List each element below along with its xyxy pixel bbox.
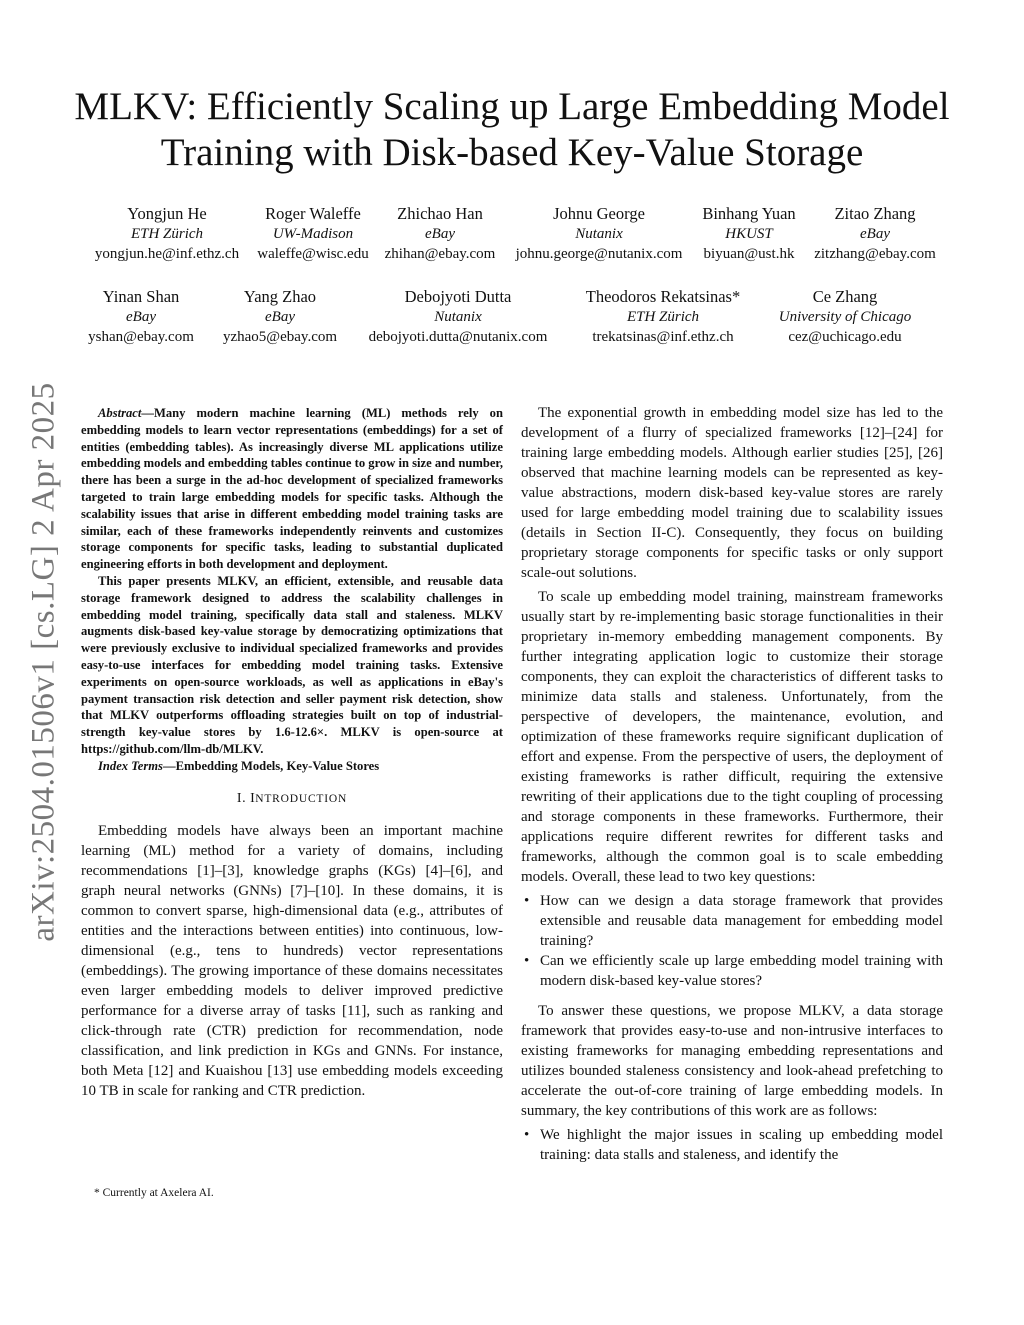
author-block: [369, 286, 548, 347]
author-email: yzhao5@ebay.com: [222, 329, 338, 345]
author-affiliation: HKUST: [725, 226, 773, 242]
list-item-text: How can we design a data storage framework that provides extensible and reusable data management for embedding model training?: [540, 893, 943, 949]
introduction-section: [81, 789, 503, 1101]
section-heading: [81, 789, 503, 809]
abstract-text-1: —Many modern machine learning (ML) methods rely on embedding models to learn vector representations (embeddings) for a set of entities (embedding tables). As increasingly diverse ML applications utilize embedding models and embedding tables continue to grow in size and number, there has been a surge in the ad-hoc development of specialized frameworks targeted to train large embedding models for specific tasks. Although the scalability issues that arise in different embedding model training tasks are similar, each of these frameworks independently reinvents and customizes storage components for specific tasks, leading to substantial duplicated engineering efforts in both development and deployment.: [81, 406, 503, 572]
author-block: [95, 203, 239, 264]
bullet-list: [521, 891, 943, 991]
author-name: Theodoros Rekatsinas*: [585, 287, 741, 306]
author-email: waleffe@wisc.edu: [257, 246, 369, 262]
author-affiliation: ETH Zürich: [130, 226, 204, 242]
author-affiliation: University of Chicago: [778, 309, 912, 325]
author-block: [385, 203, 496, 264]
author-block: [702, 203, 795, 264]
list-item: [521, 951, 943, 991]
author-name: Zitao Zhang: [834, 204, 916, 223]
abstract-paragraph-2: This paper presents MLKV, an efficient, extensible, and reusable data storage framework designed to address the scalability challenges in embedding model training, specifically data stall and staleness. MLKV augments disk-based key-value storage by democratizing optimizations that were previously exclusive to individual specialized frameworks and provides easy-to-use interfaces for embedding model training tasks. Extensive experiments on open-source workloads, as well as applications in eBay's payment transaction risk detection and seller payment risk detection, show that MLKV outperforms offloading strategies built on top of industrial-strength key-value stores by 1.6-12.6×. MLKV is open-source at https://github.com/llm-db/MLKV.: [81, 573, 503, 756]
author-email: yshan@ebay.com: [88, 329, 194, 345]
author-name: Johnu George: [553, 204, 645, 223]
author-block: [516, 203, 683, 264]
author-affiliation: eBay: [860, 226, 890, 242]
author-name: Yinan Shan: [102, 287, 180, 306]
section-title: NTRODUCTION: [255, 792, 348, 805]
section-number: I. I: [236, 790, 256, 806]
bullet-icon: •: [524, 953, 530, 969]
author-name: Zhichao Han: [397, 204, 483, 223]
arxiv-identifier: arXiv:2504.01506v1 [cs.LG] 2 Apr 2025: [25, 382, 62, 942]
author-affiliation: eBay: [126, 309, 156, 325]
body-paragraph: To answer these questions, we propose MLKV, a data storage framework that provides easy-to-use and non-intrusive interfaces to existing frameworks for managing embedding representations and utilizes bounded staleness consistency and look-ahead prefetching to accelerate the out-of-core training of large embedding models. In summary, the key contributions of this work are as follows:: [521, 1003, 943, 1119]
bullet-list: [521, 1125, 943, 1165]
author-email: biyuan@ust.hk: [703, 246, 795, 262]
list-item-text: Can we efficiently scale up large embedding model training with modern disk-based key-value stores?: [540, 953, 943, 989]
intro-paragraph-1: Embedding models have always been an important machine learning (ML) method for a variety of domains, including recommendations [1]–[3], knowledge graphs (KGs) [4]–[6], and graph neural networks (GNNs) [7]–[10]. In these domains, it is common to convert sparse, high-dimensional data (e.g., attributes of entities and the interactions between entities) into continuous, low-dimensional (e.g., tens to hundreds) vector representations (embeddings). The growing importance of these domains necessitates even larger embedding models to deliver improved predictive performance for a diverse array of tasks [11], such as ranking and click-through rate (CTR) prediction for recommendation, node classification, and link prediction in KGs and GNNs. For instance, both Meta [12] and Kuaishou [13] use embedding models exceeding 10 TB in scale for ranking and CTR prediction.: [81, 822, 503, 1099]
author-name: Ce Zhang: [812, 287, 878, 306]
author-name: Debojyoti Dutta: [404, 287, 512, 306]
abstract-paragraph-1: [81, 405, 503, 573]
arxiv-sidebar: [22, 362, 66, 962]
right-column: [521, 403, 943, 1175]
author-affiliation: ETH Zürich: [626, 309, 700, 325]
author-block: [586, 286, 740, 347]
author-email: debojyoti.dutta@nutanix.com: [368, 329, 548, 345]
author-affiliation: eBay: [425, 226, 455, 242]
author-email: cez@uchicago.edu: [788, 329, 902, 345]
index-terms: [81, 758, 503, 775]
author-affiliation: UW-Madison: [272, 226, 354, 242]
author-block: [223, 286, 337, 347]
paper-title: MLKV: Efficiently Scaling up Large Embedding Model Training with Disk-based Key-Value Storage: [74, 85, 950, 174]
author-email: zhihan@ebay.com: [384, 246, 496, 262]
body-paragraph: To scale up embedding model training, mainstream frameworks usually start by re-implementing basic storage functionalities in their proprietary in-memory embedding management components. By further integrating application logic to customize their storage components, they can exploit the characteristics of different tasks to minimize data stalls and staleness. Unfortunately, from the perspective of developers, the maintenance, evolution, and optimization of these frameworks require significant duplication of effort and expense. From the perspective of users, the deployment of existing frameworks is rather difficult, requiring the extensive rewriting of their applications due to the tight coupling of processing and storage components in these frameworks. Furthermore, their applications require different rewrites for different tasks and frameworks, although the common goal is to scale embedding models. Overall, these lead to two key questions:: [521, 589, 943, 885]
author-affiliation: Nutanix: [434, 309, 482, 325]
index-terms-label: Index Terms: [98, 758, 163, 773]
author-affiliation: Nutanix: [575, 226, 623, 242]
body-paragraph: The exponential growth in embedding model size has led to the development of a flurry of specialized frameworks [12]–[24] for training large embedding models. Although earlier studies [25], [26] observed that machine learning models can be represented as key-value abstractions, modern disk-based key-value stores are rarely used for large embedding model training due to scalability issues (details in Section II-C). Consequently, they focus on building proprietary storage components for specific tasks or only support scale-out solutions.: [521, 405, 943, 581]
bullet-icon: •: [524, 893, 530, 909]
index-terms-text: —Embedding Models, Key-Value Stores: [162, 758, 380, 773]
author-name: Roger Waleffe: [265, 204, 361, 223]
author-affiliation: eBay: [265, 309, 295, 325]
author-block: [779, 286, 911, 347]
list-item: [521, 1125, 943, 1165]
author-email: johnu.george@nutanix.com: [515, 246, 683, 262]
author-block: [814, 203, 936, 264]
author-email: zitzhang@ebay.com: [814, 246, 936, 262]
author-name: Binhang Yuan: [702, 204, 796, 223]
author-email: yongjun.he@inf.ethz.ch: [94, 246, 240, 262]
list-item-text: We highlight the major issues in scaling up embedding model training: data stalls and staleness, and identify the: [540, 1127, 943, 1163]
bullet-icon: •: [524, 1127, 530, 1143]
author-block: [88, 286, 194, 347]
footnote: * Currently at Axelera AI.: [94, 1187, 214, 1199]
abstract-label: Abstract: [98, 406, 142, 420]
author-name: Yongjun He: [127, 204, 207, 223]
author-email: trekatsinas@inf.ethz.ch: [592, 329, 734, 345]
left-column: [81, 405, 503, 1101]
list-item: [521, 891, 943, 951]
author-block: [257, 203, 368, 264]
author-name: Yang Zhao: [243, 287, 317, 306]
